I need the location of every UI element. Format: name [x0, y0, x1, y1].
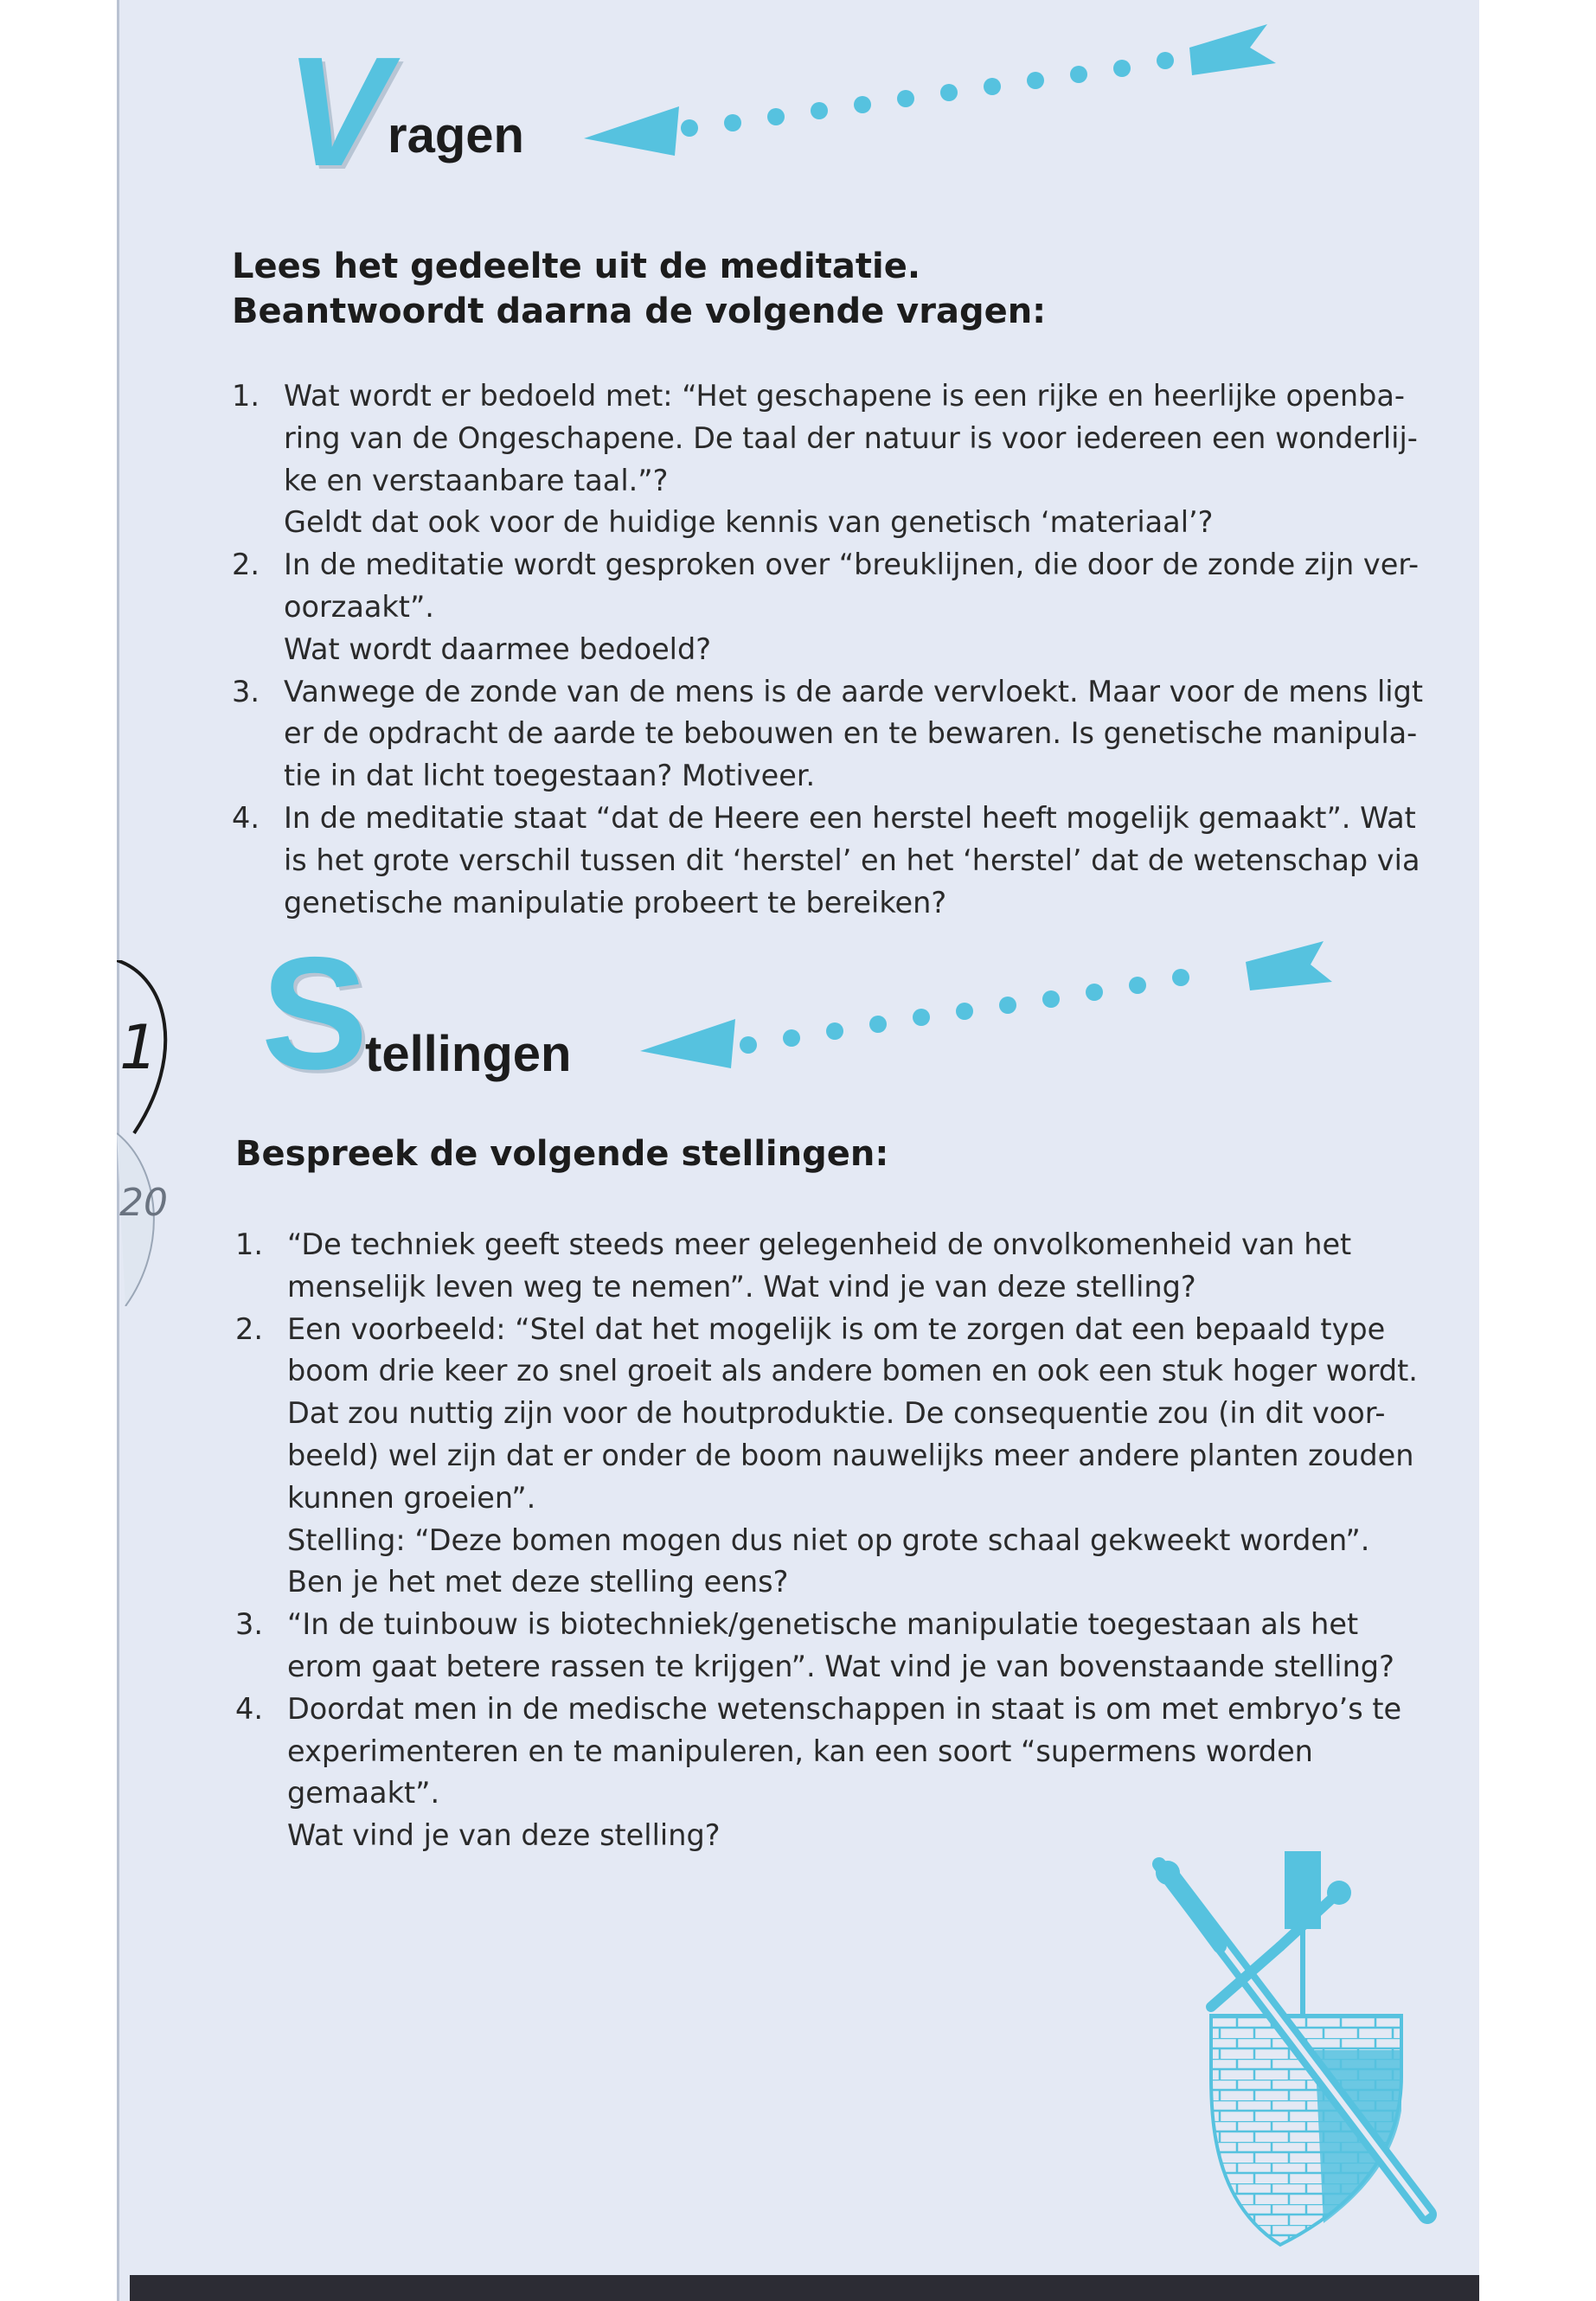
- stellingen-heading-word: tellingen: [365, 1026, 572, 1082]
- next-chapter-number-tab: 20: [119, 1181, 168, 1225]
- list-item: [232, 375, 1418, 544]
- item-line: ke en verstaanbare taal.”?: [284, 463, 669, 497]
- item-number: 2.: [235, 1311, 263, 1346]
- item-line: oorzaakt”.: [284, 589, 434, 624]
- arrow-with-dots-icon: [640, 934, 1332, 1081]
- item-line: erom gaat betere rassen te krijgen”. Wat vind je van bovenstaande stelling?: [287, 1649, 1394, 1683]
- item-number: 2.: [232, 548, 260, 582]
- list-item: [232, 544, 1420, 670]
- item-line: experimenteren en te manipuleren, kan een soort “supermens worden: [287, 1734, 1313, 1768]
- item-line: Stelling: “Deze bomen mogen dus niet op grote schaal gekweekt worden”.: [287, 1522, 1370, 1557]
- stellingen-intro-line: Bespreek de volgende stellingen:: [235, 1134, 889, 1174]
- list-item: [232, 798, 1420, 924]
- item-line: Een voorbeeld: “Stel dat het mogelijk is om te zorgen dat een bepaald type: [287, 1311, 1386, 1346]
- item-line: “In de tuinbouw is biotechniek/genetische manipulatie toegestaan als het: [287, 1607, 1359, 1642]
- item-number: 4.: [232, 800, 260, 835]
- list-item: [235, 1309, 1418, 1605]
- stellingen-intro: [235, 1131, 888, 1176]
- vragen-intro-line: Lees het gedeelte uit de meditatie.: [232, 247, 921, 286]
- stellingen-initial-letter: S: [261, 925, 369, 1103]
- arrow-with-dots-icon: [584, 22, 1276, 169]
- list-item: [232, 671, 1424, 798]
- chapter-number-tab: 1: [119, 1012, 158, 1083]
- item-line: Dat zou nuttig zijn voor de houtproduktie. De consequentie zou (in dit voor-: [287, 1396, 1386, 1431]
- shield-sword-trowel-crest-icon: [1151, 1851, 1445, 2249]
- item-line: Doordat men in de medische wetenschappen in staat is om met embryo’s te: [287, 1691, 1402, 1726]
- item-line: tie in dat licht toegestaan? Motiveer.: [284, 759, 816, 793]
- vragen-heading-word: ragen: [388, 107, 524, 163]
- item-line: Wat wordt er bedoeld met: “Het geschapene is een rijke en heerlijke openba-: [284, 379, 1405, 413]
- item-line: gemaakt”.: [287, 1776, 440, 1811]
- vragen-intro: [232, 244, 1046, 334]
- page-bottom-edge: [130, 2275, 1479, 2301]
- item-line: is het grote verschil tussen dit ‘herstel’ en het ‘herstel’ dat de wetenschap via: [284, 843, 1420, 877]
- item-line: er de opdracht de aarde te bebouwen en te bewaren. Is genetische manipula-: [284, 716, 1418, 751]
- item-line: ring van de Ongeschapene. De taal der natuur is voor iedereen een wonderlij-: [284, 420, 1418, 455]
- vragen-question-list: [232, 375, 1424, 924]
- list-item: [235, 1689, 1402, 1857]
- item-number: 3.: [232, 674, 260, 708]
- stellingen-statement-list: [235, 1224, 1418, 1857]
- vragen-initial-letter: V: [285, 25, 390, 199]
- item-line: Wat wordt daarmee bedoeld?: [284, 631, 712, 666]
- item-line: In de meditatie wordt gesproken over “breuklijnen, die door de zonde zijn ver-: [284, 548, 1420, 582]
- item-number: 3.: [235, 1607, 263, 1642]
- item-line: boom drie keer zo snel groeit als andere bomen en ook een stuk hoger wordt.: [287, 1354, 1418, 1388]
- item-number: 1.: [235, 1227, 263, 1261]
- item-line: In de meditatie staat “dat de Heere een herstel heeft mogelijk gemaakt”. Wat: [284, 800, 1416, 835]
- item-line: genetische manipulatie probeert te bereiken?: [284, 885, 947, 920]
- item-line: Vanwege de zonde van de mens is de aarde vervloekt. Maar voor de mens ligt: [284, 674, 1424, 708]
- item-line: Wat vind je van deze stelling?: [287, 1818, 721, 1853]
- item-line: beeld) wel zijn dat er onder de boom nauwelijks meer andere planten zouden: [287, 1438, 1414, 1472]
- item-line: kunnen groeien”.: [287, 1480, 536, 1515]
- item-line: Ben je het met deze stelling eens?: [287, 1565, 789, 1599]
- list-item: [235, 1224, 1386, 1309]
- item-number: 4.: [235, 1691, 263, 1726]
- item-line: Geldt dat ook voor de huidige kennis van genetisch ‘materiaal’?: [284, 505, 1214, 540]
- item-number: 1.: [232, 379, 260, 413]
- item-line: menselijk leven weg te nemen”. Wat vind je van deze stelling?: [287, 1269, 1196, 1304]
- scan-margin-left: [0, 0, 117, 2301]
- item-line: “De techniek geeft steeds meer gelegenheid de onvolkomenheid van het: [287, 1227, 1352, 1261]
- list-item: [235, 1604, 1394, 1689]
- vragen-intro-line: Beantwoordt daarna de volgende vragen:: [232, 292, 1047, 331]
- scan-margin-right: [1479, 0, 1596, 2301]
